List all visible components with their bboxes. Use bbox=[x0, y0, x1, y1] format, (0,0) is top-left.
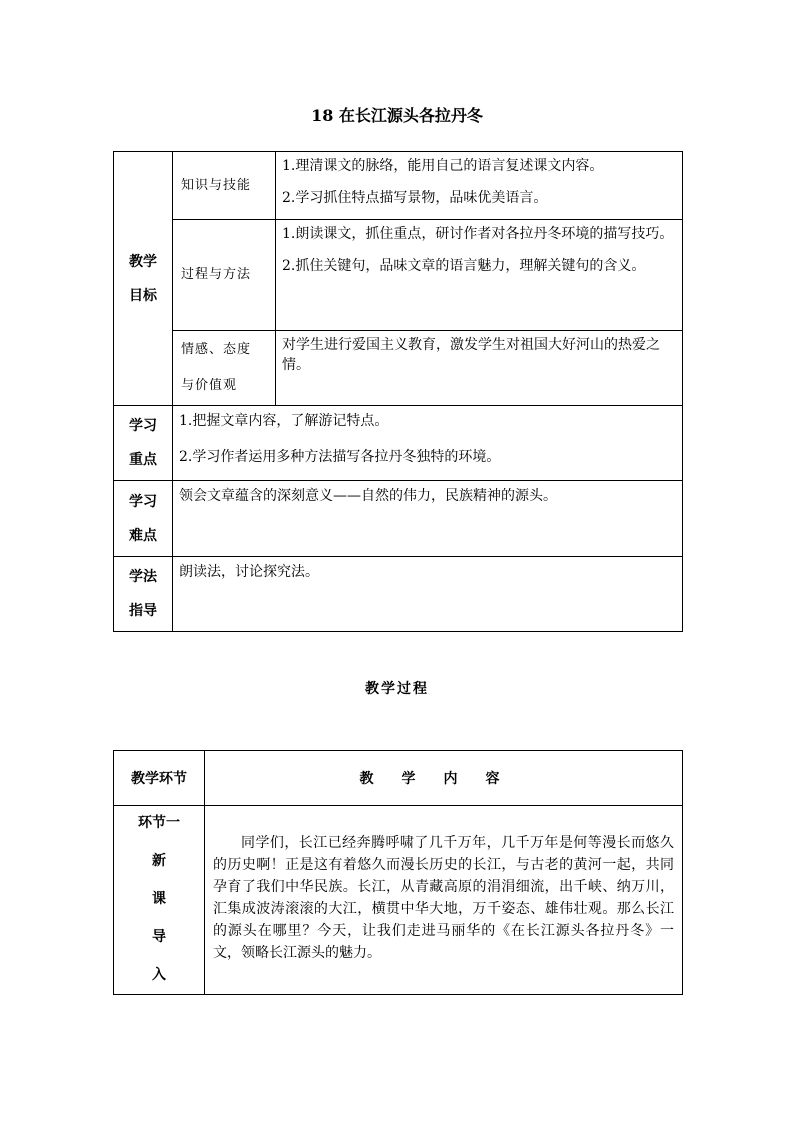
stage-label-line: 新 bbox=[152, 853, 166, 869]
goal-category-knowledge: 知识与技能 bbox=[173, 152, 276, 220]
goal-content-knowledge bbox=[276, 152, 683, 220]
goal-label-cell bbox=[114, 152, 173, 406]
goal-label-line-2: 目标 bbox=[129, 287, 157, 304]
stage-label-line: 课 bbox=[152, 891, 166, 907]
method-label: 学法 指导 bbox=[114, 557, 173, 632]
difficulties-label: 学习 难点 bbox=[114, 481, 173, 557]
goal-content-emotion bbox=[276, 331, 683, 406]
process-section-title: 教学过程 bbox=[365, 681, 429, 697]
key-point-item: 1.把握文章内容，了解游记特点。 bbox=[179, 413, 389, 429]
key-point-item: 2.学习作者运用多种方法描写各拉丹冬独特的环境。 bbox=[179, 449, 501, 465]
stage-label-cell bbox=[114, 806, 205, 995]
teaching-goals-table bbox=[113, 151, 683, 632]
method-content: 朗读法，讨论探究法。 bbox=[173, 557, 683, 632]
goal-category-process: 过程与方法 bbox=[173, 220, 276, 331]
stage-label-line: 环节一 bbox=[138, 815, 180, 831]
document-title: 18 在长江源头各拉丹冬 bbox=[311, 106, 483, 125]
key-points-content bbox=[173, 406, 683, 481]
difficulties-content: 领会文章蕴含的深刻意义——自然的伟力，民族精神的源头。 bbox=[173, 481, 683, 557]
goal-label-line-1: 教学 bbox=[129, 253, 157, 270]
header-content: 教学内容 bbox=[205, 751, 683, 806]
stage-label-line: 导 bbox=[152, 929, 166, 945]
goal-item: 1.朗读课文，抓住重点，研讨作者对各拉丹冬环境的描写技巧。 bbox=[282, 226, 674, 242]
goal-item: 对学生进行爱国主义教育，激发学生对祖国大好河山的热爱之情。 bbox=[282, 337, 660, 373]
header-stage: 教学环节 bbox=[114, 751, 205, 806]
goal-content-process bbox=[276, 220, 683, 331]
goal-category-emotion: 情感、态度 与价值观 bbox=[173, 331, 276, 406]
stage-content-paragraph: 同学们，长江已经奔腾呼啸了几千万年，几千万年是何等漫长而悠久的历史啊！正是这有着悠久而漫长历史的长江，与古老的黄河一起，共同孕育了我们中华民族。长江，从青藏高原的涓涓细流，出千峡、纳万川，汇集成波涛滚滚的大江，横贯中华大地，万千姿态、雄伟壮观。那么长江的源头在哪里？今天，让我们走进马丽华的《在长江源头各拉丹冬》一文，领略长江源头的魅力。 bbox=[205, 806, 683, 995]
goal-item: 2.抓住关键句，品味文章的语言魅力，理解关键句的含义。 bbox=[282, 258, 646, 274]
teaching-process-table bbox=[113, 750, 683, 995]
stage-label-line: 入 bbox=[152, 967, 166, 983]
goal-item: 1.理清课文的脉络，能用自己的语言复述课文内容。 bbox=[282, 158, 604, 174]
key-points-label: 学习 重点 bbox=[114, 406, 173, 481]
goal-item: 2.学习抓住特点描写景物，品味优美语言。 bbox=[282, 190, 548, 206]
